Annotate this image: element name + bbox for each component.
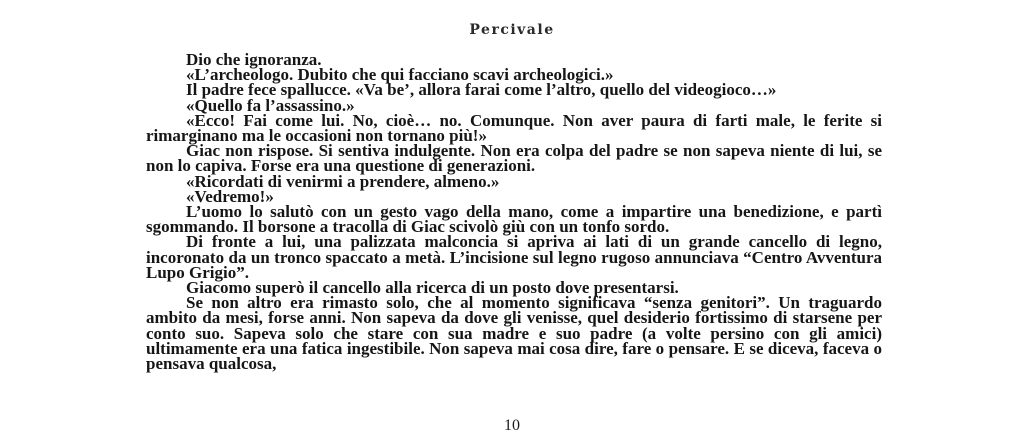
paragraph: «Quello fa l’assassino.» bbox=[186, 95, 355, 115]
paragraph: «Vedremo!» bbox=[186, 186, 274, 206]
paragraph: Il padre fece spallucce. «Va be’, allora farai come l’altro, quello del videogioco…» bbox=[186, 80, 777, 100]
paragraph: «Ecco! Fai come lui. No, cioè… no. Comunque. Non aver paura di farti male, le ferite si rimarginano ma le occasioni non tornano più!» bbox=[146, 110, 882, 146]
paragraph: Se non altro era rimasto solo, che al momento significava “senza genitori”. Un traguardo ambito da mesi, forse anni. Non sapeva da dove gli venisse, quel desiderio fortissimo di starsene per conto suo. Sapeva solo che stare con sua madre e suo padre (a volte persino con gli amici) ultimamente era una fatica ingestibile. Non sapeva mai cosa dire, fare o pensare. E se diceva, faceva o pensava qualcosa, bbox=[146, 293, 882, 374]
paragraph: «L’archeologo. Dubito che qui facciano scavi archeologici.» bbox=[186, 65, 614, 85]
paragraph: Giac non rispose. Si sentiva indulgente. Non era colpa del padre se non sapeva niente di lui, se non lo capiva. Forse era una questione di generazioni. bbox=[146, 141, 882, 176]
paragraph: «Ricordati di venirmi a prendere, almeno.» bbox=[186, 171, 500, 191]
page-number: 10 bbox=[504, 417, 520, 434]
running-header: Percivale bbox=[469, 22, 555, 38]
paragraph: L’uomo lo salutò con un gesto vago della mano, come a impartire una benedizione, e partì sgommando. Il borsone a tracolla di Giac scivolò giù con un tonfo sordo. bbox=[146, 202, 882, 237]
paragraph: Giacomo superò il cancello alla ricerca di un posto dove presentarsi. bbox=[186, 278, 679, 298]
body-text bbox=[146, 50, 882, 374]
paragraph: Dio che ignoranza. bbox=[186, 50, 322, 69]
paragraph: Di fronte a lui, una palizzata malconcia si apriva ai lati di un grande cancello di legno, incoronato da un tronco spaccato a metà. L’incisione sul legno rugoso annunciava “Centro Avventura Lupo Grigio”. bbox=[146, 232, 882, 282]
